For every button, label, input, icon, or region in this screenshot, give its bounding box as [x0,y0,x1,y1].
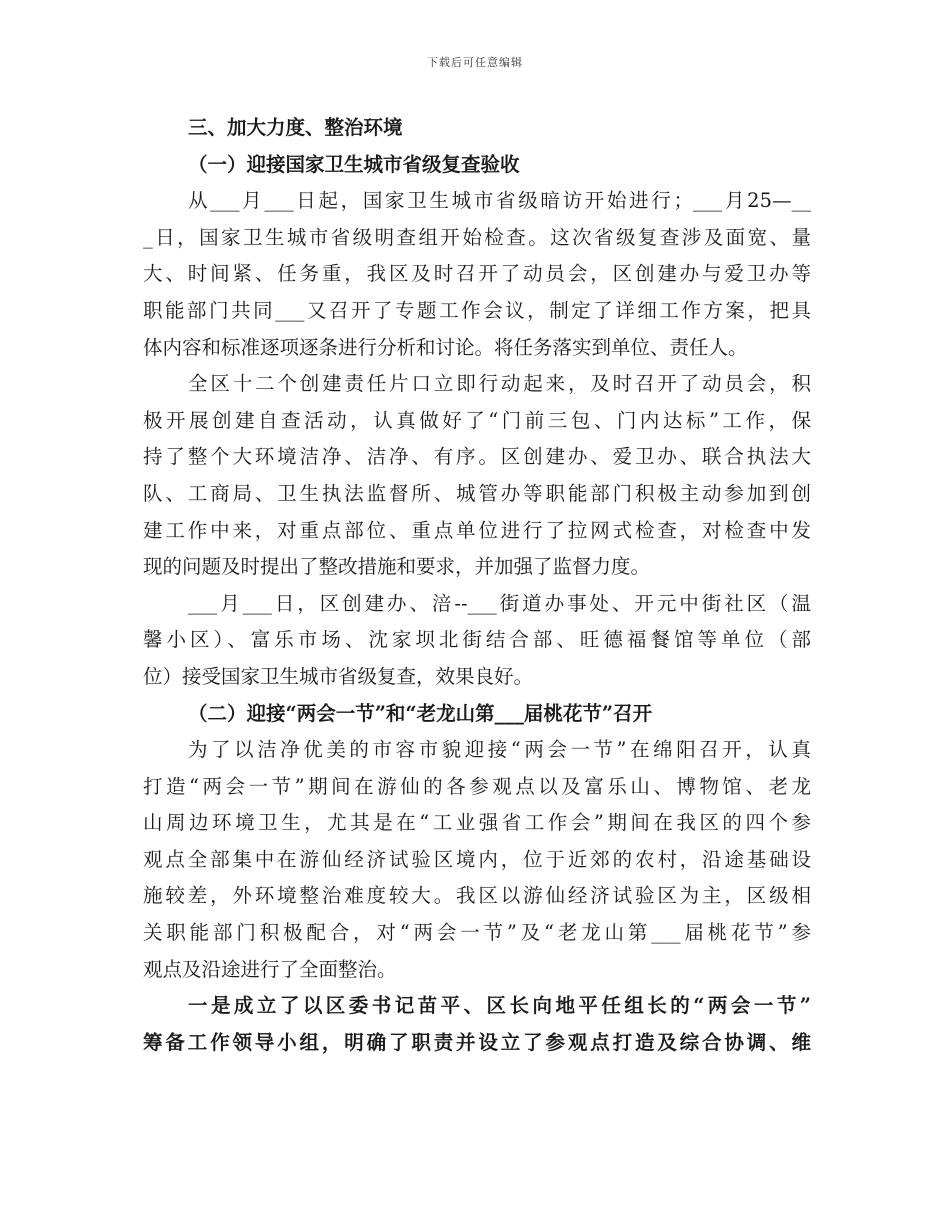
paragraph-line: 施较差，外环境整治难度较大。我区以游仙经济试验区为主，区级相 [143,884,811,908]
page-header-note: 下载后可任意编辑 [427,56,523,69]
paragraph-line: 持了整个大环境洁净、洁净、有序。区创建办、爱卫办、联合执法大 [143,445,811,469]
bold-paragraph-line: 一是成立了以区委书记苗平、区长向地平任组长的“两会一节” [188,994,811,1018]
paragraph-line: 体内容和标准逐项逐条进行分析和讨论。将任务落实到单位、责任人。 [143,335,748,359]
document-body [143,110,811,1061]
paragraph-line: 为了以洁净优美的市容市貌迎接“两会一节”在绵阳召开，认真 [188,738,811,762]
paragraph-line: 全区十二个创建责任片口立即行动起来，及时召开了动员会，积 [188,372,811,396]
paragraph-line: 建工作中来，对重点部位、重点单位进行了拉网式检查，对检查中发 [143,518,811,542]
subsection-heading-1: （一）迎接国家卫生城市省级复查验收 [188,152,520,176]
paragraph-line: 观点全部集中在游仙经济试验区境内，位于近郊的农村，沿途基础设 [143,847,811,871]
bold-paragraph-line: 筹备工作领导小组，明确了职责并设立了参观点打造及综合协调、维 [143,1030,811,1054]
subsection-heading-2: （二）迎接“两会一节”和“老龙山第___届桃花节”召开 [188,701,653,725]
paragraph-line: 观点及沿途进行了全面整治。 [143,957,397,981]
paragraph-line: 馨小区）、富乐市场、沈家坝北街结合部、旺德福餐馆等单位（部 [143,628,811,652]
paragraph-line: _日，国家卫生城市省级明查组开始检查。这次省级复查涉及面宽、量 [143,225,811,249]
paragraph-line: 职能部门共同___又召开了专题工作会议，制定了详细工作方案，把具 [143,298,811,322]
paragraph-line: 位）接受国家卫生城市省级复查，效果良好。 [143,664,534,688]
paragraph-line: 队、工商局、卫生执法监督所、城管办等职能部门积极主动参加到创 [143,481,811,505]
paragraph-line: 现的问题及时提出了整改措施和要求，并加强了监督力度。 [143,555,651,579]
paragraph-line: 大、时间紧、任务重，我区及时召开了动员会，区创建办与爱卫办等 [143,262,811,286]
paragraph-line: 山周边环境卫生，尤其是在“工业强省工作会”期间在我区的四个参 [143,811,811,835]
paragraph-line: 极开展创建自查活动，认真做好了“门前三包、门内达标”工作，保 [143,408,811,432]
paragraph-line: 打造“两会一节”期间在游仙的各参观点以及富乐山、博物馆、老龙 [143,774,811,798]
paragraph-line: 关职能部门积极配合，对“两会一节”及“老龙山第___届桃花节”参 [143,921,811,945]
paragraph-line: 从___月___日起，国家卫生城市省级暗访开始进行；___月25—__ [188,189,811,213]
paragraph-line: ___月___日，区创建办、涪--___街道办事处、开元中街社区（温 [188,591,811,615]
section-heading: 三、加大力度、整治环境 [188,116,403,139]
